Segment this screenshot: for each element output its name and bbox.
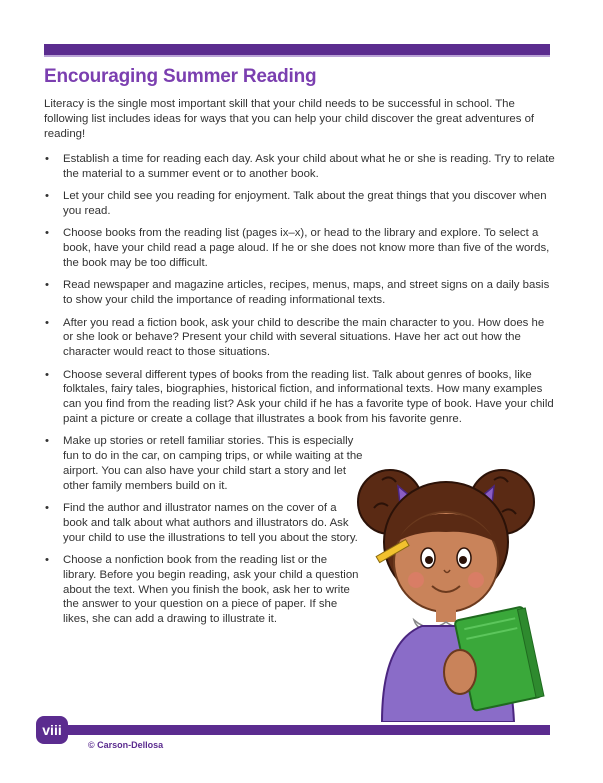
list-item	[44, 434, 363, 493]
list-item	[44, 226, 556, 270]
list-item	[44, 189, 556, 219]
list-item-text: Choose a nonfiction book from the reading list or the library. Before you begin reading, ask your child a question about the text. When you finish the book, ask her to write the answer to your question on a piece of paper. If she likes, she can add a drawing to illustrate it.	[63, 554, 359, 626]
list-item	[44, 553, 363, 627]
list-item-text: Let your child see you reading for enjoyment. Talk about the great things that you discover when you read.	[63, 190, 547, 217]
list-item	[44, 501, 363, 545]
list-item	[44, 278, 556, 308]
list-item-text: Choose books from the reading list (pages ix–x), or head to the library and explore. To select a book, have your child read a page aloud. If he or she does not know more than five of the words, the book may be too difficult.	[63, 227, 550, 269]
list-item	[44, 368, 556, 427]
page-number: viii	[36, 716, 68, 744]
list-item	[44, 152, 556, 182]
bullet-icon: •	[45, 435, 49, 448]
list-item-text: After you read a fiction book, ask your child to describe the main character to you. How does he or she look or behave? Present your child with several situations. Have her act out how the character would react to those situations.	[63, 316, 545, 359]
bullet-icon: •	[45, 190, 49, 203]
header-rule	[44, 44, 550, 55]
bullet-icon: •	[45, 227, 49, 240]
list-item	[44, 316, 556, 360]
list-item-text: Establish a time for reading each day. Ask your child about what he or she is reading. Try to relate the material to a summer event or to another book.	[63, 153, 555, 180]
list-item-text: Find the author and illustrator names on the cover of a book and talk about what authors and illustrators do. Ask your child to use the illustrations to tell you about the story.	[63, 502, 358, 544]
bullet-icon: •	[45, 279, 49, 292]
copyright: © Carson-Dellosa	[88, 740, 164, 750]
footer-rule	[44, 725, 550, 735]
bullet-icon: •	[45, 554, 49, 567]
bullet-icon: •	[45, 368, 49, 381]
list-item-text: Choose several different types of books from the reading list. Talk about genres of books, like folktales, fairy tales, biographies, historical fiction, and informational texts. How many examples can you find from the reading list? Ask your child if he has a favorite type of book. Have your child paint a picture or create a collage that illustrates a book from his favorite genre.	[63, 368, 554, 425]
bullet-icon: •	[45, 316, 49, 329]
list-item-text: Make up stories or retell familiar stories. This is especially fun to do in the car, on camping trips, or while waiting at the airport. You can also have your child start a story and let other family members build on it.	[63, 435, 363, 492]
intro-paragraph: Literacy is the single most important skill that your child needs to be successful in school. The following list includes ideas for ways that you can help your child discover the great adventures of reading!	[44, 98, 535, 140]
page-title: Encouraging Summer Reading	[44, 66, 317, 87]
list-item-text: Read newspaper and magazine articles, recipes, menus, maps, and street signs on a daily basis to show your child the importance of reading informational texts.	[63, 279, 550, 307]
bullet-icon: •	[45, 502, 49, 515]
girl-holding-book-illustration	[352, 462, 552, 722]
bullet-icon: •	[45, 153, 49, 165]
